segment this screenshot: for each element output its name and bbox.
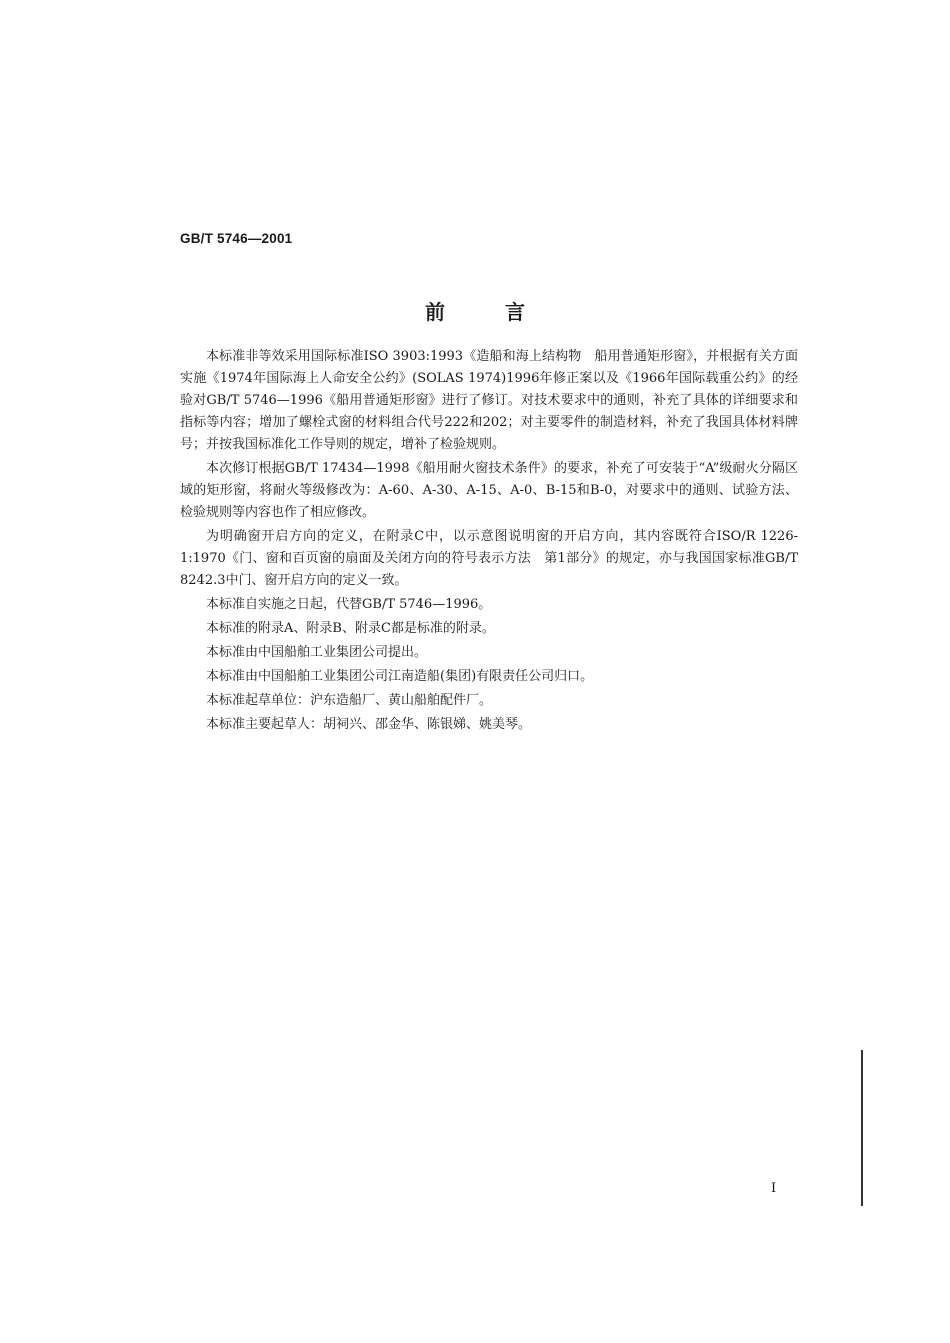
title-char-2: 言: [505, 300, 525, 324]
paragraph: 本次修订根据GB/T 17434—1998《船用耐火窗技术条件》的要求，补充了可安装于“A”级耐火分隔区域的矩形窗，将耐火等级修改为：A-60、A-30、A-15、A-0、B-15和B-0，对要求中的通则、试验方法、检验规则等内容也作了相应修改。: [180, 461, 798, 520]
paragraph: 为明确窗开启方向的定义，在附录C中，以示意图说明窗的开启方向，其内容既符合ISO/R 1226-1:1970《门、窗和百页窗的扇面及关闭方向的符号表示方法 第1部分》的规定，亦与我国国家标准GB/T 8242.3中门、窗开启方向的定义一致。: [180, 529, 798, 588]
paragraph: 本标准起草单位：沪东造船厂、黄山船舶配件厂。: [206, 693, 493, 708]
paragraph: 本标准由中国船舶工业集团公司江南造船(集团)有限责任公司归口。: [206, 669, 594, 684]
page-title: [0, 296, 950, 325]
margin-rule: [861, 1050, 863, 1206]
paragraph: 本标准由中国船舶工业集团公司提出。: [206, 645, 428, 660]
paragraph: 本标准的附录A、附录B、附录C都是标准的附录。: [206, 621, 495, 636]
paragraph: 本标准自实施之日起，代替GB/T 5746—1996。: [206, 597, 492, 612]
foreword-body: [180, 346, 798, 736]
title-char-1: 前: [425, 300, 445, 324]
paragraph: 本标准非等效采用国际标准ISO 3903:1993《造船和海上结构物 船用普通矩形窗》，并根据有关方面实施《1974年国际海上人命安全公约》(SOLAS 1974)1996年修正案以及《1966年国际载重公约》的经验对GB/T 5746—1996《船用普通矩形窗》进行了修订。对技术要求中的通则，补充了具体的详细要求和指标等内容；增加了螺栓式窗的材料组合代号222和202；对主要零件的制造材料，补充了我国具体材料牌号；并按我国标准化工作导则的规定，增补了检验规则。: [180, 349, 798, 452]
page-number: I: [771, 1181, 777, 1196]
paragraph: 本标准主要起草人：胡祠兴、邵金华、陈银娣、姚美琴。: [206, 717, 532, 732]
standard-code: GB/T 5746—2001: [180, 231, 293, 246]
